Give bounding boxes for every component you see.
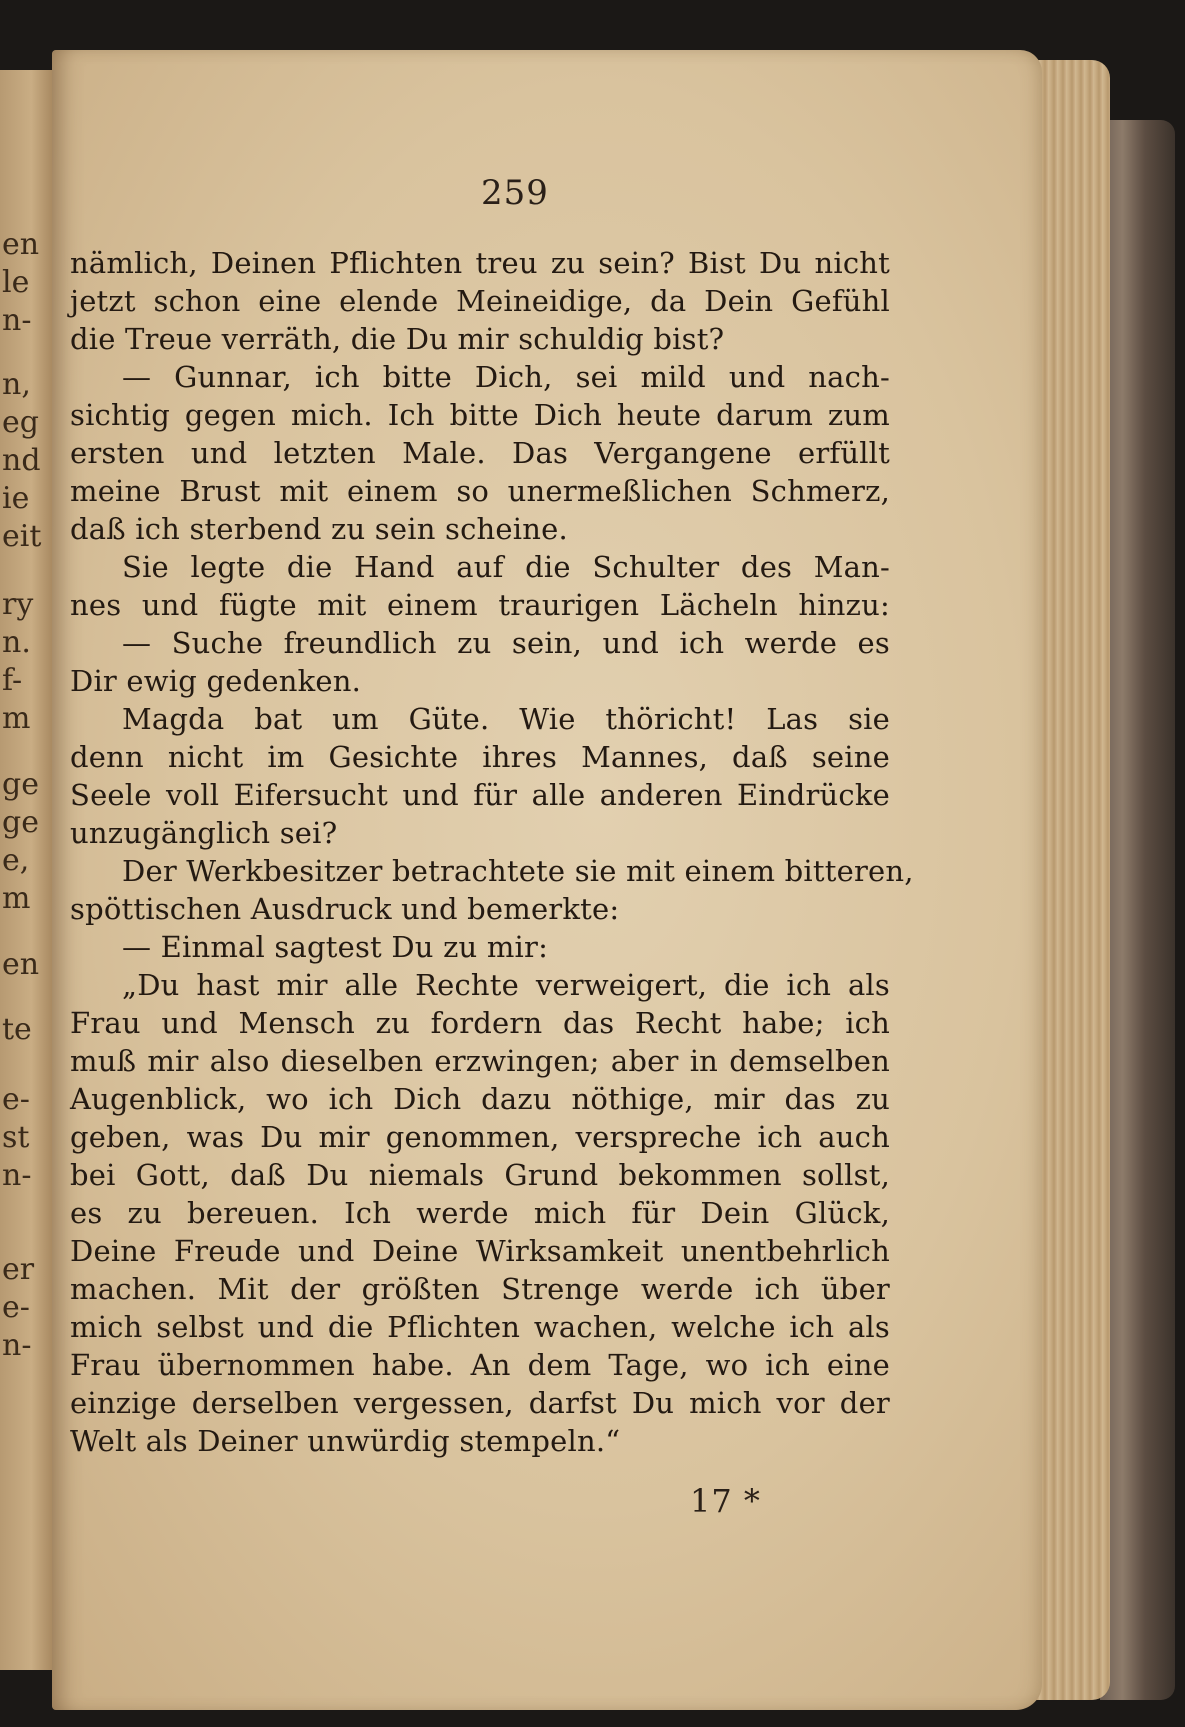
text-line: meine Brust mit einem so unermeßlichen Schmerz, (70, 474, 890, 508)
text-line: nämlich, Deinen Pflichten treu zu sein? Bist Du nicht (70, 246, 890, 280)
left-page-fragment: ge (2, 767, 39, 802)
left-page-fragment: n- (2, 1158, 32, 1193)
left-page-fragment: e- (2, 1290, 30, 1325)
body-text (70, 244, 914, 1460)
left-page-fragment: er (2, 1252, 35, 1287)
text-line: denn nicht im Gesichte ihres Mannes, daß seine (70, 740, 890, 774)
text-line: Der Werkbesitzer betrachtete sie mit einem bitteren, (122, 854, 914, 888)
left-page-fragment: e- (2, 1082, 30, 1117)
text-line: ersten und letzten Male. Das Vergangene erfüllt (70, 436, 890, 470)
text-line: mich selbst und die Pflichten wachen, welche ich als (70, 1310, 890, 1344)
text-line: Seele voll Eifersucht und für alle anderen Eindrücke (70, 778, 890, 812)
left-page-fragment: ge (2, 805, 39, 840)
signature-mark: 17 * (690, 1482, 761, 1520)
text-line: spöttischen Ausdruck und bemerkte: (70, 892, 620, 926)
text-line: jetzt schon eine elende Meineidige, da Dein Gefühl (70, 284, 890, 318)
text-line: Dir ewig gedenken. (70, 664, 362, 698)
text-line: Augenblick, wo ich Dich dazu nöthige, mir das zu (70, 1082, 890, 1116)
left-page-fragment: n- (2, 303, 32, 338)
text-line: Welt als Deiner unwürdig stempeln.“ (70, 1424, 621, 1458)
left-page-strip (0, 70, 55, 1670)
left-page-fragment: n, (2, 367, 31, 402)
left-page-fragment: e, (2, 843, 30, 878)
text-line: nes und fügte mit einem traurigen Lächeln hinzu: (70, 588, 890, 622)
left-page-fragment: te (2, 1012, 32, 1047)
text-line: — Einmal sagtest Du zu mir: (122, 930, 549, 964)
text-line: sichtig gegen mich. Ich bitte Dich heute darum zum (70, 398, 890, 432)
text-line: einzige derselben vergessen, darfst Du mich vor der (70, 1386, 890, 1420)
text-line: die Treue verräth, die Du mir schuldig bist? (70, 322, 725, 356)
left-page-fragment: eit (2, 519, 42, 554)
text-line: geben, was Du mir genommen, verspreche ich auch (70, 1120, 890, 1154)
text-line: machen. Mit der größten Strenge werde ich über (70, 1272, 890, 1306)
text-line: Sie legte die Hand auf die Schulter des Man- (122, 550, 890, 584)
text-line: es zu bereuen. Ich werde mich für Dein Glück, (70, 1196, 890, 1230)
left-page-fragment: n- (2, 1328, 32, 1363)
text-line: bei Gott, daß Du niemals Grund bekommen sollst, (70, 1158, 890, 1192)
page-number: 259 (481, 173, 549, 213)
left-page-fragment: le (2, 265, 30, 300)
text-line: daß ich sterbend zu sein scheine. (70, 512, 568, 546)
left-page-fragment: nd (2, 443, 41, 478)
left-page-fragment: n. (2, 625, 31, 660)
text-line: „Du hast mir alle Rechte verweigert, die ich als (122, 968, 890, 1002)
page-edges (1030, 60, 1110, 1700)
text-line: — Gunnar, ich bitte Dich, sei mild und nach- (122, 360, 890, 394)
text-line: unzugänglich sei? (70, 816, 338, 850)
text-line: — Suche freundlich zu sein, und ich werde es (122, 626, 890, 660)
left-page-fragment: eg (2, 405, 39, 440)
left-page-fragment: f- (2, 663, 23, 698)
text-line: muß mir also dieselben erzwingen; aber in demselben (70, 1044, 890, 1078)
left-page-fragment: ry (2, 587, 34, 622)
left-page-fragment: ie (2, 481, 30, 516)
text-line: Magda bat um Güte. Wie thöricht! Las sie (122, 702, 890, 736)
text-line: Frau und Mensch zu fordern das Recht habe; ich (70, 1006, 890, 1040)
text-line: Frau übernommen habe. An dem Tage, wo ich eine (70, 1348, 890, 1382)
left-page-fragment: st (2, 1120, 30, 1155)
book-cover (1100, 120, 1175, 1700)
text-line: Deine Freude und Deine Wirksamkeit unentbehrlich (70, 1234, 890, 1268)
left-page-fragment: en (2, 227, 40, 262)
left-page-fragment: m (2, 881, 31, 916)
left-page-fragment: en (2, 947, 40, 982)
left-page-fragment: m (2, 701, 31, 736)
